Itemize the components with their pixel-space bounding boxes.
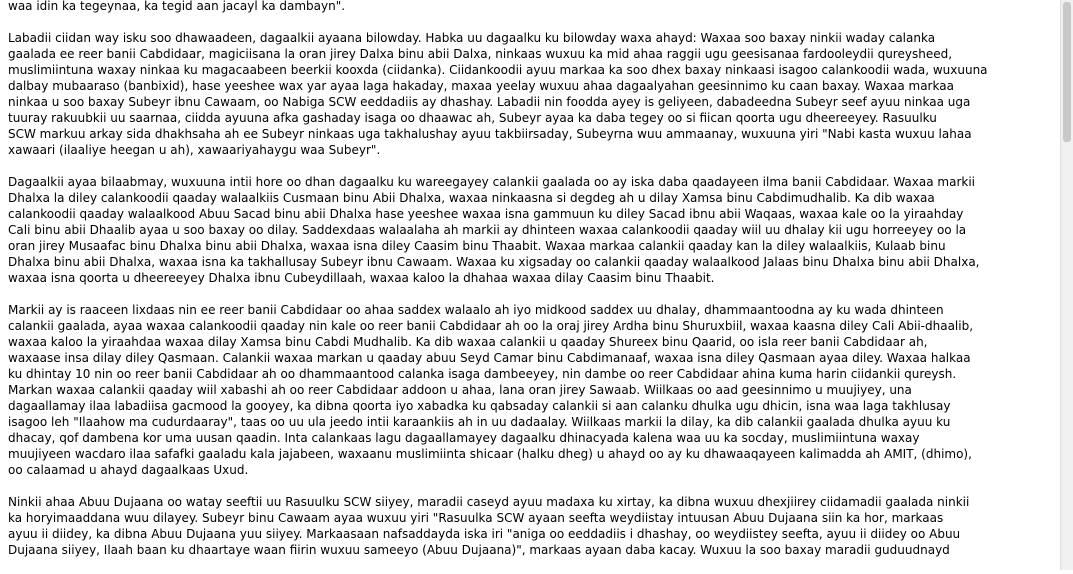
- text-line: ayuu ii diidey, ka dibna Abuu Dujaana yuu siiyey. Markaasaan nafsaddayda iska iri "aniga oo eeddadiis i dhashay, oo weydiistey seefta, ayuu ii diidey oo Abuu: [8, 527, 961, 541]
- text-line: xawaari (ilaaliye heegan u ah), xawaariyahaygu waa Subeyr".: [8, 143, 381, 157]
- text-line: ku dhintay 10 nin oo reer banii Cabdidaar ah oo dhammaantood calanka isaga dambeeyey, nin dambe oo reer Cabdidaar ahina kuma harin ciidankii qureysh.: [8, 367, 957, 381]
- text-line: waxaase insa dilay diley Qasmaan. Calankii waxaa markan u qaaday abuu Seyd Camar binu Cabdimanaaf, waxaa isna diley Qasmaan ayaa diley. Waxaa halkaa: [8, 351, 971, 365]
- text-line: Cali binu abii Dhaalib ayaa u soo baxay oo dilay. Saddexdaas walaalaha ah markii ay dhinteen waxaa calankoodii qaaday wiil uu dhalay kii ugu horreeyey oo la: [8, 223, 967, 237]
- text-line: dagaallamay ilaa labadiisa gacmood la gooyey, ka dibna qoorta iyo xabadka ku qabsaday calankii si aan calanku dhulka ugu dhicin, isna waa laga takhlusay: [8, 399, 951, 413]
- paragraph-2: [8, 30, 1060, 158]
- text-line: waxaa kaloo la yiraahdaa waxaa dilay Xamsa binu Cabdi Mudhalib. Ka dib waxaa calankii u qaaday Shureex binu Qaarid, oo isla reer banii Cabdidaar ah,: [8, 335, 928, 349]
- text-line: Labadii ciidan way isku soo dhawaadeen, dagaalkii ayaana bilowday. Habka uu dagaalku ku bilowday waxa ahayd: Waxaa soo baxay ninkii waday calanka: [8, 31, 936, 45]
- text-line: Markii ay is raaceen lixdaas nin ee reer banii Cabdidaar oo ahaa saddex walaalo ah iyo midkood saddex uu dhalay, dhammaantoodna ay ku wada dhinteen: [8, 303, 944, 317]
- text-line: Markan waxaa calankii qaaday wiil xabashi ah oo reer Cabdidaar addoon u ahaa, lana oran jirey Sawaab. Wiilkaas oo aad geesinnimo u muujiyey, una: [8, 383, 912, 397]
- text-line: muslimiintuna waxay ninkaa ku magacaabeen beerkii kooxda (ciidanka). Ciidankoodii ayuu markaa ka soo dhex baxay ninkaasi isagoo calankoodii wada, wuxuuna: [8, 63, 988, 77]
- text-line: muujiyeen wacdaro ilaa safafki gaaladu kala jajabeen, waxaanu muslimiinta shicaar (halku dheg) u ahayd oo ay ku dhawaaqayeen kalimadda ah AMIT, (dhimo),: [8, 447, 972, 461]
- text-line: tuuray rakuubkii uu saarnaa, ciidda ayuuna afka gashaday isaga oo dhaawac ah, Subeyr ayaa ka daba tegey oo si fiican qoorta ugu dheereeyey. Rasuulku: [8, 111, 937, 125]
- text-line: Dhalxa binu abii Dhalxa, waxaa isna ka takhallusay Subeyr ibnu Cawaam. Waxaa ku xigsaday oo calankii qaaday walaalkood Jalaas binu Dhalxa binu abii Dhalxa,: [8, 255, 980, 269]
- paragraph-3: [8, 174, 1060, 286]
- text-line: waxaa isna qoorta u dheereeyey Dhalxa ibnu Cubeydillaah, waxaa kaloo la dhahaa waxaa dilay Caasim binu Thaabit.: [8, 271, 715, 285]
- text-line: calankii gaalada, ayaa waxaa calankoodii qaaday nin kale oo reer banii Cabdidaar ah oo la oraj jirey Ardha binu Shuruxbiil, waxaa kaasna diley Cali Abii-dhaalib,: [8, 319, 974, 333]
- text-line: Dujaana siiyey, Ilaah baan ku dhaartaye waan fiirin wuxuu sameeyo (Abuu Dujaana)", markaas ayaan daba kacay. Wuxuu la soo baxay maradii guduudnayd: [8, 543, 950, 557]
- text-line: dalbay mubaaraso (banbixid), hase yeeshee wax yar ayaa laga hakaday, maxaa yeelay wuxuu ahaa dagaalyahan geesinnimo ku caan baxay. Waxaa markaa: [8, 79, 954, 93]
- scrollbar-thumb[interactable]: [1063, 2, 1071, 142]
- text-line: waa idin ka tegeynaa, ka tegid aan jacayl ka dambayn".: [8, 0, 346, 13]
- paragraph-4: [8, 302, 1060, 478]
- text-line: gaalada ee reer banii Cabdidaar, magiciisana la oran jirey Dalxa binu abii Dalxa, ninkaas wuxuu ka mid ahaa raggii ugu geesisanaa fardooleydii qureysheed,: [8, 47, 953, 61]
- text-line: dhacay, qof dambena kor uma uusan qaadin. Inta calankaas lagu dagaallamayey dagaalku dhinacyada kalena waa uu ka socday, muslimiintuna waxay: [8, 431, 920, 445]
- text-line: oo calaamad u ahayd dagaalkaas Uxud.: [8, 463, 249, 477]
- text-line: oran jirey Musaafac binu Dhalxa binu abii Dhalxa, waxaa isna diley Caasim binu Thaabit. Waxaa markaa calankii qaaday kan la diley walaalkiis, Kulaab binu: [8, 239, 946, 253]
- paragraph-1: [8, 0, 1060, 14]
- text-line: calankoodii qaaday walaalkood Abuu Sacad binu abii Dhalxa hase yeeshee waxaa isna gammuun ku diley Sacad ibnu abii Waqaas, waxaa kale oo la yiraahday: [8, 207, 964, 221]
- text-line: Ninkii ahaa Abuu Dujaana oo watay seeftii uu Rasuulku SCW siiyey, maradii caseyd ayuu madaxa ku xirtay, ka dibna wuxuu dhexjiirey ciidamadii gaalada ninkii: [8, 495, 970, 509]
- text-line: SCW markuu arkay sida dhakhsaha ah ee Subeyr ninkaas uga takhalushay ayuu takbiirsaday, Subeyrna wuu ammaanay, wuxuuna yiri "Nabi kasta wuxuu lahaa: [8, 127, 972, 141]
- paragraph-5: [8, 494, 1060, 558]
- text-line: ka horyimaaddana wuu dilayey. Subeyr binu Cawaam ayaa wuxuu yiri "Rasuulka SCW ayaan seefta weydiistay intuusan Abuu Dujaana siin ka hor, markaas: [8, 511, 944, 525]
- text-line: isagoo leh "Ilaahow ma cudurdaaray", taas oo uu ula jeedo intii karaankiis ah in uu dadaalay. Wiilkaas markii la dilay, ka dib calankii gaalada dhulka ayuu ku: [8, 415, 951, 429]
- article-text: [8, 0, 1060, 574]
- vertical-scrollbar[interactable]: [1060, 0, 1073, 570]
- text-line: ninkaa u soo baxay Subeyr ibnu Cawaam, oo Nabiga SCW eeddadiis ay dhashay. Labadii nin foodda ayey is geliyeen, dabadeedna Subeyr seef ayuu ninkaa uga: [8, 95, 971, 109]
- text-line: Dhalxa la diley calankoodii qaaday walaalkiis Cusmaan binu Abii Dhalxa, waxaa ninkaasna si degdeg ah u dilay Xamsa binu Cabdimudhalib. Ka dib waxaa: [8, 191, 935, 205]
- text-line: Dagaalkii ayaa bilaabmay, wuxuuna intii hore oo dhan dagaalku ku wareegayey calankii gaalada oo ay iska daba qaadayeen ilma banii Cabdidaar. Waxaa markii: [8, 175, 975, 189]
